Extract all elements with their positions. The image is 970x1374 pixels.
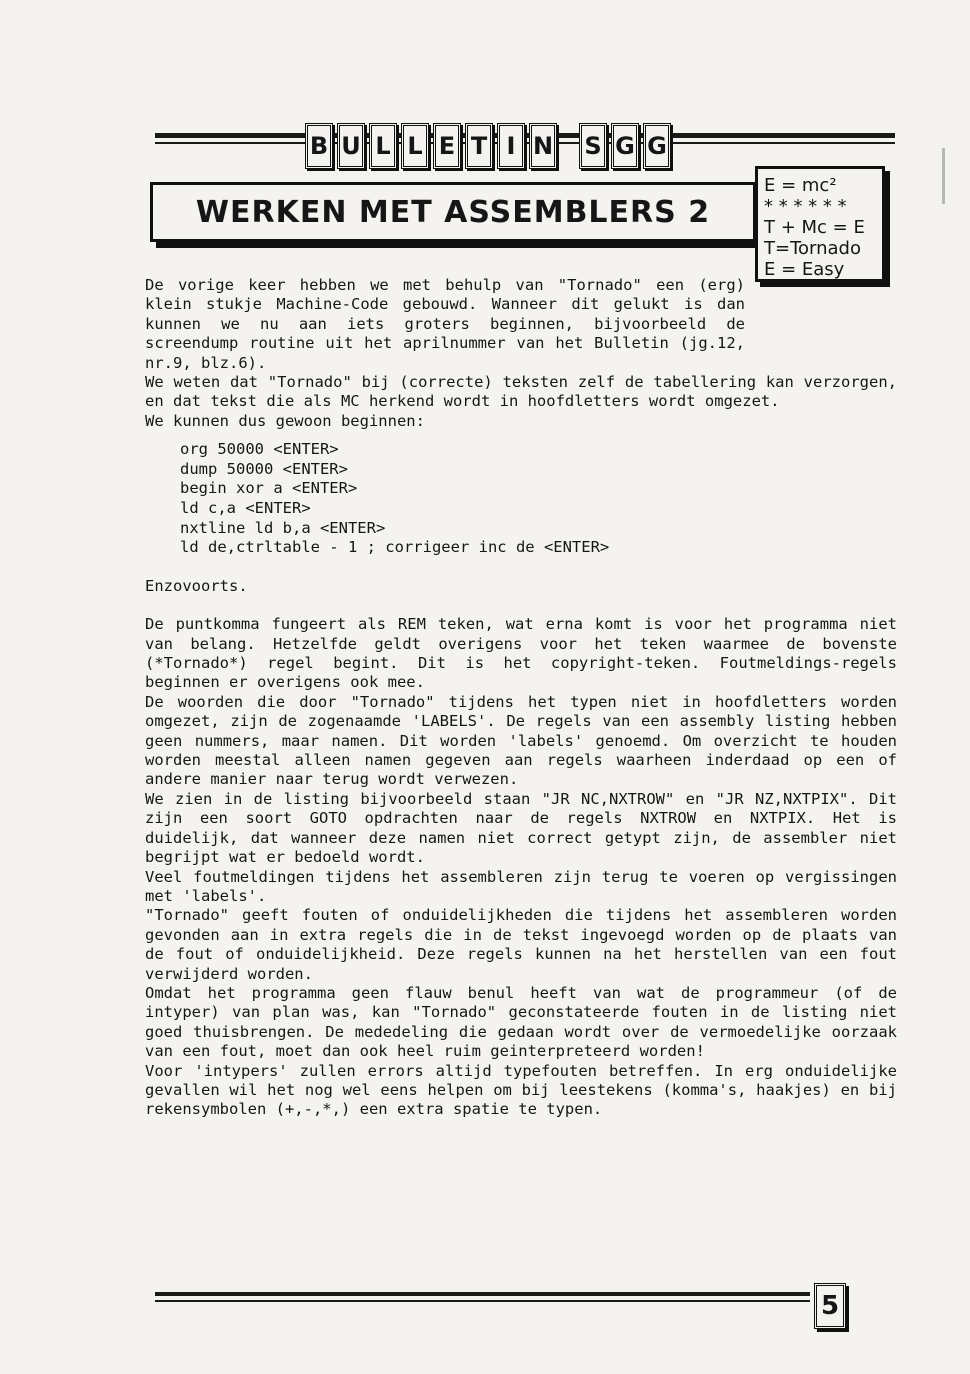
masthead-letter: G [611,123,639,169]
masthead-logo [305,123,671,169]
footer-rule-thin [155,1300,810,1302]
page-number: 5 [814,1283,846,1329]
paragraph: De woorden die door "Tornado" tijdens het typen niet in hoofdletters worden omgezet, zijn de zogenaamde 'LABELS'. De regels van een assembly listing hebben geen nummers, maar namen. Dit worden 'labels' genoemd. Om overzicht te houden worden meestal alleen namen gegeven aan regels waarheen inderdaad op een of andere manier naar terug wordt verwezen. [145,692,897,789]
paragraph-intro: De vorige keer hebben we met behulp van "Tornado" een (erg) klein stukje Machine-Code gebouwd. Wanneer dit gelukt is dan kunnen we nu aan iets groters beginnen, bijvoorbeeld de screendump routine uit het aprilnummer van het Bulletin (jg.12, nr.9, blz.6). [145,276,745,372]
masthead-letter: E [433,123,461,169]
paragraph: Omdat het programma geen flauw benul heeft van wat de programmeur (of de intyper) van plan was, kan "Tornado" geconstateerde fouten in de listing niet goed thuisbrengen. De mededeling die gedaan wordt over de vermoedelijke oorzaak van een fout, moet dan ook heel ruim geinterpreteerd worden! [145,983,897,1061]
formula-line: T + Mc = E [764,217,865,238]
paragraph: We weten dat "Tornado" bij (correcte) teksten zelf de tabellering kan verzorgen, en dat tekst die als MC herkend wordt in hoofdletters wordt omgezet. [145,373,897,411]
paragraph: Enzovoorts. [145,576,248,595]
formula-line: * * * * * * [764,196,847,217]
formula-line: E = Easy [764,259,845,280]
masthead-letter: L [369,123,397,169]
formula-line: T=Tornado [764,238,861,259]
masthead-letter: T [465,123,493,169]
masthead-letter: B [305,123,333,169]
article-title-box [150,182,756,242]
masthead-letter: S [579,123,607,169]
code-line: begin xor a <ENTER> [180,479,358,498]
article-title: WERKEN MET ASSEMBLERS 2 [195,194,711,230]
code-listing [180,440,897,558]
masthead-letter: N [529,123,557,169]
paragraph: Veel foutmeldingen tijdens het assembleren zijn terug te voeren op vergissingen met 'labels'. [145,867,897,905]
paragraph: We kunnen dus gewoon beginnen: [145,411,425,430]
paragraph: "Tornado" geeft fouten of onduidelijkheden die tijdens het assembleren worden gevonden aan in extra regels die in de tekst ingevoegd worden op de plaats van de fout of onduidelijkheid. Deze regels kunnen na het herstellen van een fout verwijderd worden. [145,906,897,983]
formula-line: E = mc² [764,175,837,196]
formula-box [755,166,885,282]
code-line: nxtline ld b,a <ENTER> [180,518,386,537]
code-line: dump 50000 <ENTER> [180,459,348,478]
paragraph: We zien in de listing bijvoorbeeld staan "JR NC,NXTROW" en "JR NZ,NXTPIX". Dit zijn een soort GOTO opdrachten naar de regels NXTROW en NXTPIX. Het is duidelijk, dat wanneer deze namen niet correct getypt zijn, de assembler niet begrijpt wat er bedoeld wordt. [145,789,897,867]
masthead-letter: G [643,123,671,169]
scan-margin-mark [942,148,945,204]
code-line: org 50000 <ENTER> [180,440,339,459]
masthead-letter: I [497,123,525,169]
paragraph: De puntkomma fungeert als REM teken, wat erna komt is voor het programma niet van belang. Hetzelfde geldt overigens voor het teken waarmee de bovenste (*Tornado*) regel begint. Dit is het copyright-teken. Foutmeldings-regels beginnen er overigens ook mee. [145,615,897,692]
code-line: ld de,ctrltable - 1 ; corrigeer inc de <ENTER> [180,538,610,557]
code-line: ld c,a <ENTER> [180,499,311,518]
footer-rule [155,1292,810,1296]
masthead-letter: L [401,123,429,169]
masthead-letter: U [337,123,365,169]
paragraph: Voor 'intypers' zullen errors altijd typefouten betreffen. In erg onduidelijke gevallen wil het nog wel eens helpen om bij leestekens (komma's, haakjes) en bij rekensymbolen (+,-,*,) een extra spatie te typen. [145,1061,897,1119]
article-body [145,276,897,1120]
